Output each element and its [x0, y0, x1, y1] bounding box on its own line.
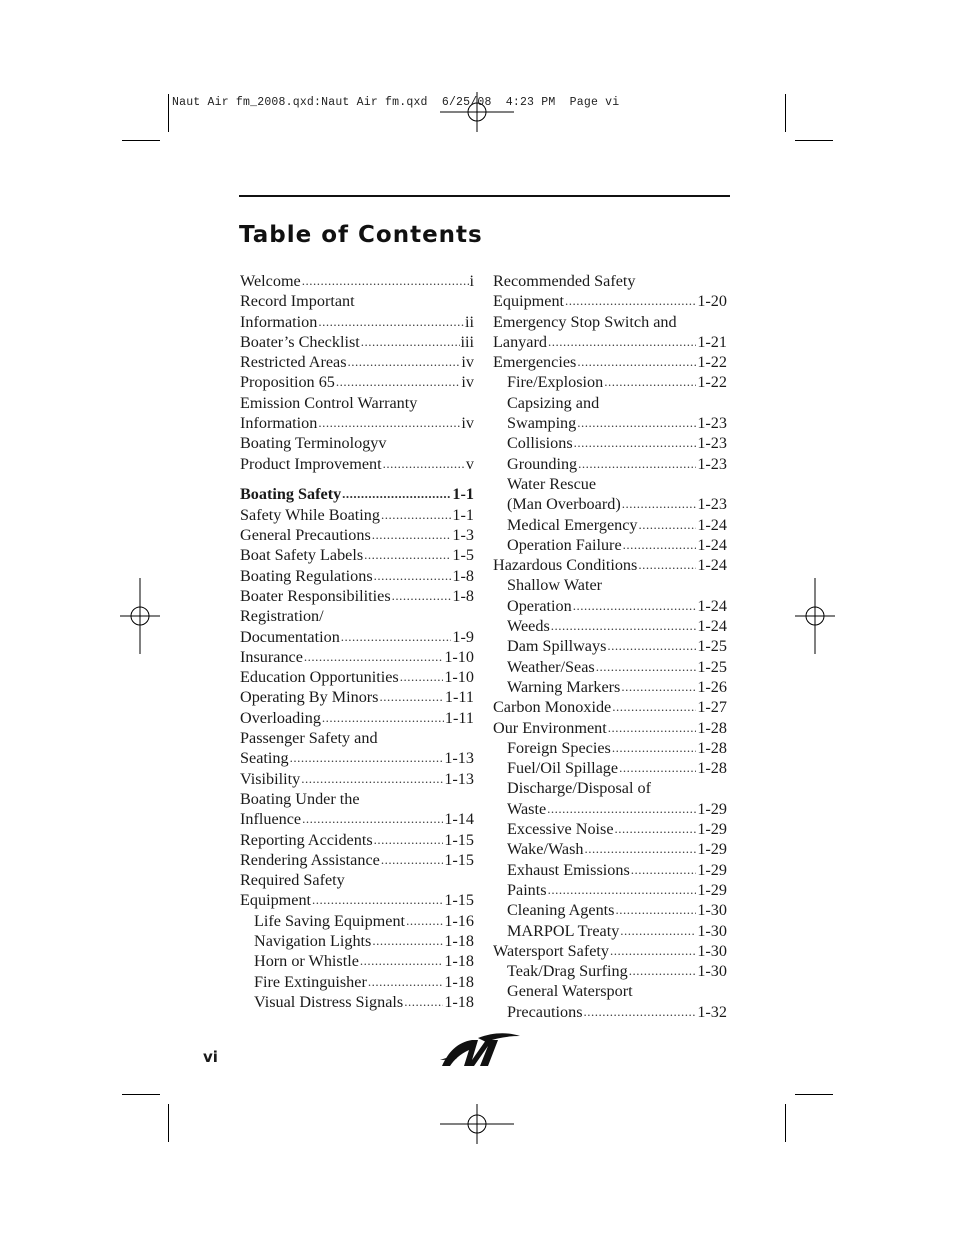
toc-leader-dots [372, 931, 443, 951]
toc-entry [240, 789, 474, 809]
toc-entry-title: Boating Safety [240, 485, 342, 504]
toc-leader-dots [615, 900, 696, 920]
toc-entry-page: 1-23 [697, 495, 727, 514]
toc-entry-title: Navigation Lights [254, 932, 372, 950]
toc-leader-dots [360, 951, 443, 971]
toc-entry-title: Carbon Monoxide [493, 698, 612, 717]
registration-mark-icon [795, 578, 835, 654]
toc-entry-title: Product Improvement [240, 454, 382, 473]
toc-entry [240, 830, 474, 850]
toc-entry [493, 758, 727, 778]
toc-leader-dots [615, 819, 697, 839]
toc-entry-page: iii [460, 332, 474, 351]
toc-entry-title: Information [240, 312, 318, 331]
toc-leader-dots [381, 505, 451, 525]
toc-entry-page: 1-30 [697, 921, 727, 940]
toc-entry [493, 697, 727, 717]
toc-entry-title: Shallow Water [507, 576, 603, 595]
toc-entry [493, 778, 727, 798]
toc-entry-page: 1-24 [697, 556, 727, 575]
toc-entry-page: 1-25 [697, 657, 727, 676]
toc-entry-page: 1-26 [697, 677, 727, 696]
toc-entry-page: 1-8 [452, 566, 474, 585]
brand-logo-icon [438, 1030, 522, 1070]
header-rule [239, 195, 730, 197]
toc-leader-dots [548, 880, 697, 900]
toc-entry-page: 1-23 [697, 414, 727, 433]
toc-entry [240, 748, 474, 768]
toc-entry [493, 575, 727, 595]
toc-entry [493, 900, 727, 920]
toc-leader-dots [623, 535, 697, 555]
toc-entry-title: Swamping [507, 414, 577, 433]
toc-entry-page: 1-5 [452, 546, 474, 565]
toc-entry-page: 1-25 [697, 637, 727, 656]
toc-entry-title: Medical Emergency [507, 515, 638, 534]
toc-entry-page: 1-18 [444, 932, 474, 950]
toc-leader-dots [547, 799, 696, 819]
toc-entry-page: 1-10 [444, 647, 474, 666]
toc-entry-title: Registration/ [240, 607, 324, 626]
toc-entry-title: Fire/Explosion [507, 373, 604, 392]
toc-column-right [493, 271, 727, 1022]
toc-entry-title: Watersport Safety [493, 941, 610, 960]
toc-entry [493, 880, 727, 900]
toc-entry [240, 586, 474, 606]
toc-leader-dots [361, 332, 460, 352]
toc-entry-page: i [469, 272, 474, 290]
toc-entry [493, 515, 727, 535]
toc-entry [493, 799, 727, 819]
toc-leader-dots [406, 911, 443, 931]
toc-entry-title: Hazardous Conditions [493, 556, 638, 575]
toc-leader-dots [374, 566, 452, 586]
toc-entry-page: 1-24 [697, 617, 727, 636]
toc-entry-page: 1-15 [444, 891, 474, 910]
toc-entry-title: Excessive Noise [507, 820, 614, 839]
toc-entry-title: Welcome [240, 272, 301, 290]
toc-entry-page: 1-28 [697, 759, 727, 778]
toc-entry [493, 961, 727, 981]
toc-entry-title: Operation [507, 596, 572, 615]
toc-leader-dots [372, 525, 452, 545]
toc-entry [240, 647, 474, 667]
toc-entry-title: Equipment [493, 292, 565, 311]
toc-entry-page: 1-18 [444, 992, 474, 1011]
toc-entry-page: v [465, 454, 474, 473]
toc-entry [493, 494, 727, 514]
toc-leader-dots [621, 677, 696, 697]
toc-entry-page: 1-21 [697, 332, 727, 351]
toc-entry-page: 1-10 [444, 668, 474, 687]
toc-entry-title: Record Important [240, 292, 355, 311]
toc-entry [493, 718, 727, 738]
toc-entry [240, 911, 474, 931]
toc-leader-dots [574, 433, 697, 453]
toc-entry-title: Capsizing and [507, 393, 600, 412]
toc-entry [493, 474, 727, 494]
toc-entry-title: Weather/Seas [507, 657, 595, 676]
toc-leader-dots [610, 941, 696, 961]
toc-leader-dots [348, 352, 461, 372]
toc-entry [240, 271, 474, 291]
toc-entry [493, 433, 727, 453]
crop-mark [122, 1094, 160, 1095]
toc-leader-dots [573, 596, 697, 616]
page-title: Table of Contents [239, 222, 483, 248]
toc-entry [493, 312, 727, 332]
toc-entry-title: Education Opportunities [240, 668, 399, 687]
toc-entry-page: 1-14 [444, 810, 474, 829]
toc-entry [240, 372, 474, 392]
toc-entry [493, 291, 727, 311]
toc-entry-title: Rendering Assistance [240, 850, 380, 869]
toc-entry-page: 1-28 [697, 738, 727, 757]
toc-entry-title: Safety While Boating [240, 505, 380, 524]
toc-entry-title: Visibility [240, 769, 301, 788]
toc-entry-title: MARPOL Treaty [507, 921, 620, 940]
toc-entry [240, 332, 474, 352]
toc-leader-dots [302, 809, 443, 829]
toc-entry [493, 860, 727, 880]
toc-entry-title: Lanyard [493, 332, 547, 351]
toc-entry-page: 1-29 [697, 820, 727, 839]
toc-entry-title: Dam Spillways [507, 637, 607, 656]
toc-entry [240, 850, 474, 870]
toc-entry-page: 1-22 [697, 373, 727, 392]
toc-entry-title: Life Saving Equipment [254, 911, 406, 930]
print-slug: Naut Air fm_2008.qxd:Naut Air fm.qxd 6/25/08 4:23 PM Page vi [172, 96, 620, 109]
toc-entry [240, 687, 474, 707]
toc-leader-dots [585, 839, 697, 859]
toc-leader-dots [374, 830, 444, 850]
toc-leader-dots [318, 312, 464, 332]
toc-entry [493, 738, 727, 758]
toc-leader-dots [578, 454, 696, 474]
toc-entry [240, 667, 474, 687]
crop-mark [168, 1104, 169, 1142]
toc-leader-dots [638, 555, 696, 575]
toc-leader-dots [400, 667, 444, 687]
toc-leader-dots [342, 484, 451, 504]
registration-mark-icon [440, 92, 514, 132]
toc-leader-dots [612, 697, 696, 717]
toc-entry-title: Overloading [240, 708, 321, 727]
toc-entry-title: Boating Under the [240, 789, 360, 808]
toc-entry-page: 1-24 [697, 596, 727, 615]
toc-entry-title: Collisions [507, 434, 573, 453]
toc-entry-page: 1-11 [444, 708, 474, 727]
toc-entry-page: 1-1 [452, 505, 474, 524]
toc-leader-dots [301, 769, 443, 789]
toc-entry-title: Emergency Stop Switch and [493, 312, 677, 331]
toc-entry [240, 566, 474, 586]
toc-entry-title: Discharge/Disposal of [507, 779, 652, 798]
toc-leader-dots [302, 271, 469, 291]
toc-entry-title: Fire Extinguisher [254, 972, 367, 991]
toc-entry [493, 555, 727, 575]
toc-entry [240, 484, 474, 504]
toc-entry-title: Exhaust Emissions [507, 860, 630, 879]
toc-leader-dots [383, 454, 465, 474]
toc-entry-title: Grounding [507, 454, 578, 473]
toc-entry-title: Precautions [507, 1002, 583, 1021]
toc-entry-title: Boating Regulations [240, 566, 373, 585]
toc-column-left [240, 271, 474, 1012]
page-number: vi [203, 1048, 218, 1066]
toc-entry-page: 1-29 [697, 799, 727, 818]
toc-entry [240, 951, 474, 971]
toc-entry-page: 1-30 [697, 962, 727, 981]
toc-entry [493, 393, 727, 413]
toc-entry-title: Emergencies [493, 353, 577, 372]
toc-entry-page: 1-9 [452, 627, 474, 646]
crop-mark [122, 140, 160, 141]
toc-entry [493, 819, 727, 839]
toc-entry-title: Recommended Safety [493, 272, 636, 290]
toc-entry [240, 992, 474, 1012]
toc-entry-page: 1-13 [444, 749, 474, 768]
toc-entry [240, 291, 474, 311]
toc-entry-page: iv [461, 414, 474, 433]
toc-entry [240, 545, 474, 565]
toc-leader-dots [404, 992, 443, 1012]
crop-mark [785, 94, 786, 132]
toc-entry-page: 1-30 [697, 901, 727, 920]
toc-entry-page: 1-24 [697, 515, 727, 534]
toc-entry [493, 839, 727, 859]
toc-leader-dots [607, 636, 696, 656]
toc-leader-dots [622, 494, 697, 514]
toc-leader-dots [565, 291, 696, 311]
toc-entry [493, 352, 727, 372]
toc-leader-dots [379, 687, 443, 707]
toc-entry-title: General Watersport [507, 982, 633, 1001]
toc-leader-dots [381, 850, 444, 870]
toc-entry [493, 454, 727, 474]
toc-entry-title: Equipment [240, 891, 312, 910]
toc-entry-title: Wake/Wash [507, 840, 584, 859]
toc-entry-title: Emission Control Warranty [240, 393, 418, 412]
toc-entry-title: Horn or Whistle [254, 952, 359, 971]
toc-entry [240, 433, 474, 453]
toc-entry-title: Operating By Minors [240, 688, 379, 707]
toc-entry-title: Documentation [240, 627, 340, 646]
toc-entry-title: Boat Safety Labels [240, 546, 364, 565]
toc-entry-page: 1-15 [444, 830, 474, 849]
toc-leader-dots [596, 657, 697, 677]
toc-entry-title: Insurance [240, 647, 303, 666]
toc-entry [493, 372, 727, 392]
toc-entry-title: Weeds [507, 617, 550, 636]
registration-mark-icon [440, 1104, 514, 1144]
toc-entry [493, 271, 727, 291]
toc-leader-dots [392, 586, 452, 606]
crop-mark [795, 140, 833, 141]
toc-entry [240, 505, 474, 525]
toc-entry [493, 616, 727, 636]
toc-entry-page: 1-22 [697, 353, 727, 372]
toc-entry-page: 1-18 [444, 952, 474, 971]
toc-leader-dots [341, 627, 452, 647]
toc-entry-title: Warning Markers [507, 677, 621, 696]
toc-entry [493, 596, 727, 616]
toc-leader-dots [551, 616, 697, 636]
toc-entry-title: Cleaning Agents [507, 901, 615, 920]
toc-entry-title: Boater Responsibilities [240, 586, 391, 605]
toc-entry-page: 1-18 [444, 972, 474, 991]
toc-entry [240, 708, 474, 728]
toc-leader-dots [629, 961, 697, 981]
toc-entry-title: Our Environment [493, 718, 607, 737]
toc-entry-title: Restricted Areas [240, 353, 347, 372]
toc-entry-title: Teak/Drag Surfing [507, 962, 628, 981]
toc-entry-title: Information [240, 414, 318, 433]
toc-entry-title: Passenger Safety and [240, 729, 378, 748]
toc-entry-page: 1-20 [697, 292, 727, 311]
toc-entry-page: 1-13 [444, 769, 474, 788]
toc-entry-page: 1-3 [452, 526, 474, 545]
toc-entry [240, 870, 474, 890]
toc-entry-page: ii [465, 312, 474, 331]
toc-entry [240, 890, 474, 910]
toc-entry [240, 413, 474, 433]
toc-entry [240, 627, 474, 647]
toc-entry-page: 1-32 [697, 1002, 727, 1021]
toc-leader-dots [620, 921, 696, 941]
toc-entry [493, 413, 727, 433]
toc-leader-dots [304, 647, 443, 667]
toc-entry-title: Fuel/Oil Spillage [507, 759, 619, 778]
toc-entry-title: Seating [240, 749, 289, 768]
toc-leader-dots [312, 890, 443, 910]
toc-entry [240, 972, 474, 992]
toc-entry-page: 1-11 [444, 688, 474, 707]
toc-leader-dots [584, 1002, 697, 1022]
toc-entry [493, 332, 727, 352]
toc-leader-dots [612, 738, 696, 758]
toc-entry [493, 981, 727, 1001]
toc-entry [493, 941, 727, 961]
toc-entry [240, 454, 474, 474]
toc-entry-title: Required Safety [240, 871, 345, 890]
toc-entry-title: Visual Distress Signals [254, 992, 404, 1011]
toc-leader-dots [368, 972, 443, 992]
toc-leader-dots [631, 860, 697, 880]
toc-entry-page: 1-28 [697, 718, 727, 737]
toc-leader-dots [318, 413, 460, 433]
toc-entry-title: Reporting Accidents [240, 830, 373, 849]
toc-entry [240, 393, 474, 413]
toc-entry [240, 525, 474, 545]
toc-leader-dots [364, 545, 451, 565]
toc-entry-title: Boater’s Checklist [240, 332, 360, 351]
toc-leader-dots [639, 515, 697, 535]
toc-entry [240, 809, 474, 829]
toc-leader-dots [322, 708, 444, 728]
toc-entry-page: 1-1 [452, 485, 474, 504]
toc-entry-page: 1-29 [697, 860, 727, 879]
toc-entry [493, 921, 727, 941]
toc-entry-title: Water Rescue [507, 474, 597, 493]
toc-entry-page: 1-29 [697, 880, 727, 899]
toc-leader-dots [336, 372, 461, 392]
toc-leader-dots [548, 332, 696, 352]
toc-entry-page: 1-8 [452, 586, 474, 605]
toc-leader-dots [577, 352, 696, 372]
toc-entry-page: 1-24 [697, 535, 727, 554]
toc-entry-page: iv [461, 373, 474, 392]
toc-entry [240, 931, 474, 951]
toc-entry-title: Operation Failure [507, 535, 622, 554]
toc-entry-title: Waste [507, 799, 547, 818]
toc-entry [240, 769, 474, 789]
toc-entry-title: Foreign Species [507, 738, 611, 757]
toc-entry [240, 352, 474, 372]
toc-entry [493, 535, 727, 555]
toc-entry-title: Paints [507, 880, 547, 899]
toc-entry-title: Boating Terminologyv [240, 434, 387, 453]
toc-entry [493, 657, 727, 677]
toc-entry-title: (Man Overboard) [507, 495, 621, 514]
toc-entry [240, 606, 474, 626]
toc-entry-page: 1-16 [444, 911, 474, 930]
toc-leader-dots [619, 758, 696, 778]
toc-entry [493, 636, 727, 656]
toc-entry-page: 1-15 [444, 850, 474, 869]
toc-entry [240, 728, 474, 748]
crop-mark [785, 1104, 786, 1142]
toc-entry-page: 1-23 [697, 454, 727, 473]
toc-entry [240, 312, 474, 332]
toc-entry-page: 1-29 [697, 840, 727, 859]
crop-mark [168, 94, 169, 132]
toc-entry-title: General Precautions [240, 526, 371, 545]
toc-leader-dots [290, 748, 444, 768]
toc-entry [493, 677, 727, 697]
toc-entry-page: 1-23 [697, 434, 727, 453]
toc-entry [493, 1002, 727, 1022]
toc-leader-dots [604, 372, 696, 392]
toc-entry-page: iv [461, 353, 474, 372]
toc-entry-title: Influence [240, 810, 302, 829]
crop-mark [795, 1094, 833, 1095]
toc-entry-page: 1-30 [697, 941, 727, 960]
registration-mark-icon [120, 578, 160, 654]
toc-entry-title: Proposition 65 [240, 373, 335, 392]
toc-leader-dots [577, 413, 696, 433]
toc-leader-dots [608, 718, 697, 738]
toc-entry-page: 1-27 [697, 698, 727, 717]
